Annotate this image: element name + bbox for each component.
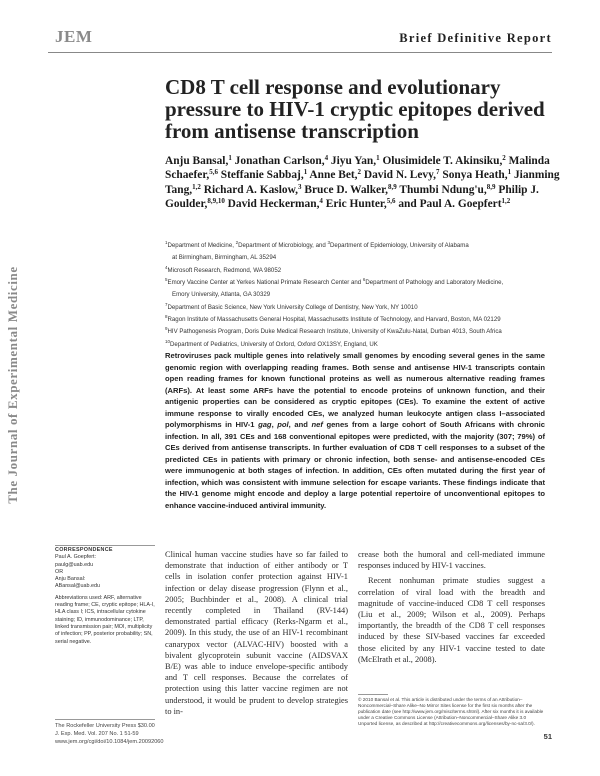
body-right-paragraph-1: crease both the humoral and cell-mediated immune responses induced by HIV-1 vaccines. (358, 550, 545, 571)
affiliation-marker: 8 (165, 313, 168, 319)
author: Jiyu Yan, (330, 155, 377, 167)
correspondence-or: OR (55, 568, 64, 575)
page-number: 51 (543, 732, 552, 741)
author: Richard A. Kaslow, (203, 183, 299, 196)
author-list (165, 154, 565, 212)
author: Sonya Heath, (442, 169, 508, 182)
correspondence-name-1: Paul A. Goepfert: (55, 554, 97, 561)
correspondence-sidebar (55, 547, 155, 646)
author-affiliation-marker: 3 (298, 182, 302, 191)
author: Anju Bansal, (165, 155, 229, 167)
affiliation-text: at Birmingham, Birmingham, AL 35294 (172, 254, 277, 262)
body-right-paragraph-2: Recent nonhuman primate studies suggest a correlation of viral load with the breadth and magnitude of vaccine-induced CD8 T cell responses (Liu et al., 2009; Wilson et al., 2009). Perhaps importantly, the breadth of the CD8 T cell responses induced by these SIV-based vaccines far exceeded those elicited by any HIV-1 vaccine tested to date (McElrath et al., 2008). (358, 576, 545, 664)
affiliation-line (165, 312, 565, 324)
header-rule (48, 52, 552, 53)
affiliation-line (165, 287, 565, 299)
correspondence-heading: CORRESPONDENCE (55, 547, 113, 553)
footer-rule (55, 719, 155, 720)
abbreviations: Abbreviations used: ARF, alternative reading frame; CE, cryptic epitope; HLA-I, HLA class I; ICS, intracellular cytokine staining; ID, immunodominance; LTP, linked transmission pair; MOI, multiplicity of infection; PP, posterior probability; SN, serial negative. (55, 594, 155, 645)
sidebar-rule (55, 545, 155, 546)
author-affiliation-marker: 5,6 (386, 197, 396, 206)
author: Eric Hunter, (325, 198, 387, 211)
body-column-right (358, 549, 545, 665)
affiliation-marker: 4 (165, 264, 168, 270)
affiliation-marker: 5 (165, 276, 168, 282)
affiliation-text: Ragon Institute of Massachusetts General Hospital, Massachusetts Institute of Technology, and Harvard, Boston, MA 02129 (167, 316, 501, 323)
section-label: Brief Definitive Report (399, 31, 552, 45)
author-affiliation-marker: 1 (376, 154, 380, 162)
gene-gag: gag (258, 420, 272, 429)
gene-pol: pol (277, 420, 289, 429)
author: Jianming Tang, (165, 169, 560, 196)
affiliation-text: Department of Microbiology, and (238, 242, 328, 250)
license-note: © 2010 Bansal et al. This article is distributed under the terms of an Attribution–Noncommercial–Share Alike–No Mirror Sites license for the first six months after the publication date (see http://www.jem.org/misc/terms.shtml). After six months it is available under a Creative Commons License (Attribution–Noncommercial–Share Alike 3.0 Unported license, as described at http://creativecommons.org/licenses/by-nc-sa/3.0/). (358, 697, 544, 727)
affiliation-line (165, 250, 565, 262)
affiliation-line (165, 275, 565, 287)
author-affiliation-marker: 4 (324, 154, 329, 162)
affiliation-text: Emory Vaccine Center at Yerkes National Primate Research Center and (167, 279, 363, 287)
author-affiliation-marker: 1 (507, 168, 512, 177)
affiliation-line (165, 263, 565, 275)
body-column-left: Clinical human vaccine studies have so far failed to demonstrate that induction of either antibody or T cells in isolation confer protection against HIV-1 infection or delay disease progression (Flynn et al., 2005; Buchbinder et al., 2008). A clinical trial recently completed in Thailand (RV-144) demonstrated partial efficacy (Rerks-Ngarm et al., 2009). In this study, the use of an HIV-1 recombinant canarypox vector (ALVAC-HIV) boosted with a bivalent glycoprotein subunit vaccine (AIDSVAX B/E) was able to induce envelope-specific antibody and T cell responses. Because the correlates of protection using this latter vaccine regimen are not understood, it would be prudent to develop strategies to in- (165, 550, 348, 716)
author: David Heckerman, (227, 198, 320, 211)
publisher-footer (55, 722, 305, 746)
license-rule (358, 694, 388, 695)
author: Bruce D. Walker, (304, 183, 388, 196)
affiliation-marker: 3 (327, 240, 330, 245)
affiliation-marker: 2 (235, 240, 239, 245)
affiliation-marker: 7 (165, 301, 168, 307)
author-affiliation-marker: 1,2 (501, 197, 511, 206)
author-affiliation-marker: 8,9 (387, 182, 397, 191)
author: Philip J. Goulder, (165, 183, 539, 211)
affiliation-text: HIV Pathogenesis Program, Doris Duke Medical Research Institute, University of KwaZulu-Natal, Durban 4013, South Africa (167, 328, 502, 336)
correspondence-email-1[interactable]: paulg@uab.edu (55, 561, 94, 568)
journal-logo: JEM (55, 27, 93, 46)
correspondence-name-2: Anju Bansal: (55, 576, 86, 583)
affiliation-marker: 1 (165, 240, 168, 245)
author: Malinda Schaefer, (165, 155, 550, 182)
affiliation-text: Emory University, Atlanta, GA 30329 (172, 291, 271, 299)
author: Olusimidele T. Akinsiku, (382, 155, 503, 167)
author: Thumbi Ndung'u, (399, 183, 487, 196)
author: Jonathan Carlson, (234, 155, 325, 167)
footer-doi[interactable]: www.jem.org/cgi/doi/10.1084/jem.20092060 (55, 739, 164, 745)
author-affiliation-marker: 1 (228, 154, 232, 162)
author: Anne Bet, (309, 169, 358, 182)
article-title: CD8 T cell response and evolutionary pressure to HIV-1 cryptic epitopes derived from antisense transcription (165, 75, 545, 143)
affiliation-line (165, 324, 565, 336)
affiliation-text: Department of Epidemiology, University of Alabama (329, 242, 469, 250)
affiliation-text: Department of Medicine, (167, 242, 236, 250)
abstract-comma: , (271, 420, 278, 429)
author: and Paul A. Goepfert (398, 198, 502, 211)
affiliation-text: Microsoft Research, Redmond, WA 98052 (167, 266, 282, 274)
footer-publisher: The Rockefeller University Press $30.00 (55, 723, 155, 729)
affiliation-line (165, 300, 565, 312)
affiliation-marker: 9 (165, 326, 168, 332)
affiliations (165, 238, 565, 349)
affiliation-marker: 6 (362, 276, 366, 282)
abstract-text-1: Retroviruses pack multiple genes into relatively small genomes by encoding several genes in the same genomic region with overlapping reading frames. Both sense and antisense HIV-1 transcripts contain open reading frames for known functional proteins as well as numerous alternative reading frames (ARFs). At least some ARFs have the potential to encode proteins of unknown function, and their antigenic properties can be considered as cryptic epitopes (CEs). To examine the extent of active immune response to virally encoded CEs, we analyzed human leukocyte antigen class I–associated polymorphisms in HIV-1 (165, 351, 545, 429)
gene-nef: nef (311, 420, 323, 429)
affiliation-text: Department of Pediatrics, University of Oxford, Oxford OX13SY, England, UK (170, 340, 378, 348)
affiliation-marker: 10 (165, 338, 171, 344)
author-affiliation-marker: 8,9,10 (207, 197, 225, 206)
author-affiliation-marker: 4 (319, 197, 323, 206)
author: David N. Levy, (363, 169, 437, 182)
author-affiliation-marker: 1,2 (192, 182, 201, 191)
affiliation-line (165, 238, 565, 250)
abstract-text-2: genes from a large cohort of South Africans with chronic infection. In all, 391 CEs and 168 conventional epitopes were predicted, with the majority (307; 79%) of CEs derived from antisense transcripts. In further evaluation of CD8 T cell responses to a subset of the predicted CEs in patients with primary or chronic infection, both sense- and antisense-encoded CEs were immunogenic at both stages of infection. In addition, CEs often mutated during the first year of infection, which was consistent with immune selection for escape variants. These findings indicate that the HIV-1 genome might encode and deploy a large potential repertoire of unconventional epitopes to enhance vaccine-induced antiviral immunity. (165, 420, 545, 510)
author-affiliation-marker: 2 (502, 154, 506, 162)
author-affiliation-marker: 5,6 (209, 168, 218, 177)
correspondence-email-2[interactable]: ABansal@uab.edu (55, 583, 101, 590)
affiliation-line (165, 337, 565, 349)
author-affiliation-marker: 2 (357, 168, 362, 177)
author: Steffanie Sabbaj, (220, 169, 304, 182)
abstract (165, 350, 545, 511)
author-affiliation-marker: 7 (436, 168, 440, 177)
author-affiliation-marker: 8,9 (486, 182, 496, 191)
abstract-and: , and (288, 420, 312, 429)
footer-citation: J. Exp. Med. Vol. 207 No. 1 51-59 (55, 731, 139, 737)
vertical-journal-name (2, 240, 24, 530)
author-affiliation-marker: 1 (303, 168, 308, 177)
vertical-journal-text: The Journal of Experimental Medicine (5, 266, 20, 504)
affiliation-text: Department of Basic Science, New York University College of Dentistry, New York, NY 10010 (167, 303, 418, 311)
affiliation-text: Department of Pathology and Laboratory Medicine, (365, 279, 504, 287)
